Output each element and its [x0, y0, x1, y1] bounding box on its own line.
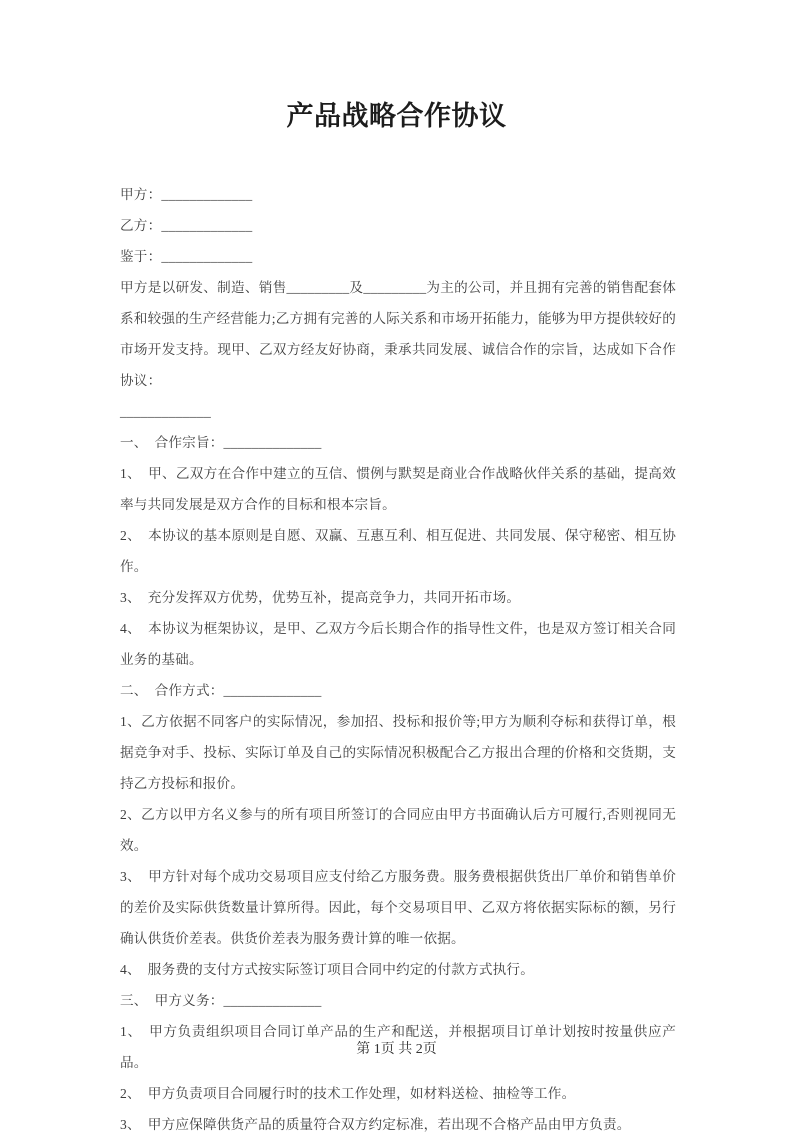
section-1-item-1: 1、 甲、乙双方在合作中建立的互信、惯例与默契是商业合作战略伙伴关系的基础，提高效率与共同发展是双方合作的目标和根本宗旨。	[120, 466, 676, 512]
section-1-item-2: 2、 本协议的基本原则是自愿、双赢、互惠互利、相互促进、共同发展、保守秘密、相互协作。	[120, 528, 676, 574]
section-1-item-4: 4、 本协议为框架协议，是甲、乙双方今后长期合作的指导性文件，也是双方签订相关合同业务的基础。	[120, 621, 676, 667]
section-1-heading: 一、 合作宗旨：______________	[120, 435, 322, 450]
preamble-paragraph: 甲方是以研发、制造、销售_________及_________为主的公司，并且拥有完善的销售配套体系和较强的生产经营能力;乙方拥有完善的人际关系和市场开拓能力，能够为甲方提供较好的市场开发支持。现甲、乙双方经友好协商，秉承共同发展、诚信合作的宗旨，达成如下合作协议：	[120, 280, 676, 388]
page-footer	[0, 1041, 793, 1059]
section-2-item-1: 1、乙方依据不同客户的实际情况，参加招、投标和报价等;甲方为顺利夺标和获得订单，根据竞争对手、投标、实际订单及自己的实际情况积极配合乙方报出合理的价格和交货期，支持乙方投标和报价。	[120, 714, 676, 791]
blank-line: _____________	[120, 404, 211, 419]
section-3-item-3: 3、 甲方应保障供货产品的质量符合双方约定标准，若出现不合格产品由甲方负责。	[120, 1117, 631, 1132]
document-title: 产品战略合作协议	[286, 101, 507, 131]
section-2-item-4: 4、 服务费的支付方式按实际签订项目合同中约定的付款方式执行。	[120, 962, 535, 977]
party-b-line: 乙方：_____________	[120, 218, 253, 233]
document-body	[120, 179, 676, 1140]
section-2-heading: 二、 合作方式：______________	[120, 683, 322, 698]
section-3-item-1: 1、 甲方负责组织项目合同订单产品的生产和配送，并根据项目订单计划按时按量供应产品。	[120, 1024, 676, 1070]
section-3-item-2: 2、 甲方负责项目合同履行时的技术工作处理，如材料送检、抽检等工作。	[120, 1086, 576, 1101]
page-number-text: 第 1页 共 2页	[356, 1042, 437, 1057]
section-3-heading: 三、 甲方义务：______________	[120, 993, 322, 1008]
party-a-line: 甲方：_____________	[120, 187, 253, 202]
section-2-item-2: 2、乙方以甲方名义参与的所有项目所签订的合同应由甲方书面确认后方可履行,否则视同无效。	[120, 807, 676, 853]
whereas-line: 鉴于：_____________	[120, 249, 253, 264]
section-1-item-3: 3、 充分发挥双方优势，优势互补，提高竞争力，共同开拓市场。	[120, 590, 521, 605]
section-2-item-3: 3、 甲方针对每个成功交易项目应支付给乙方服务费。服务费根据供货出厂单价和销售单价的差价及实际供货数量计算所得。因此，每个交易项目甲、乙双方将依据实际标的额，另行确认供货价差表。供货价差表为服务费计算的唯一依据。	[120, 869, 676, 946]
